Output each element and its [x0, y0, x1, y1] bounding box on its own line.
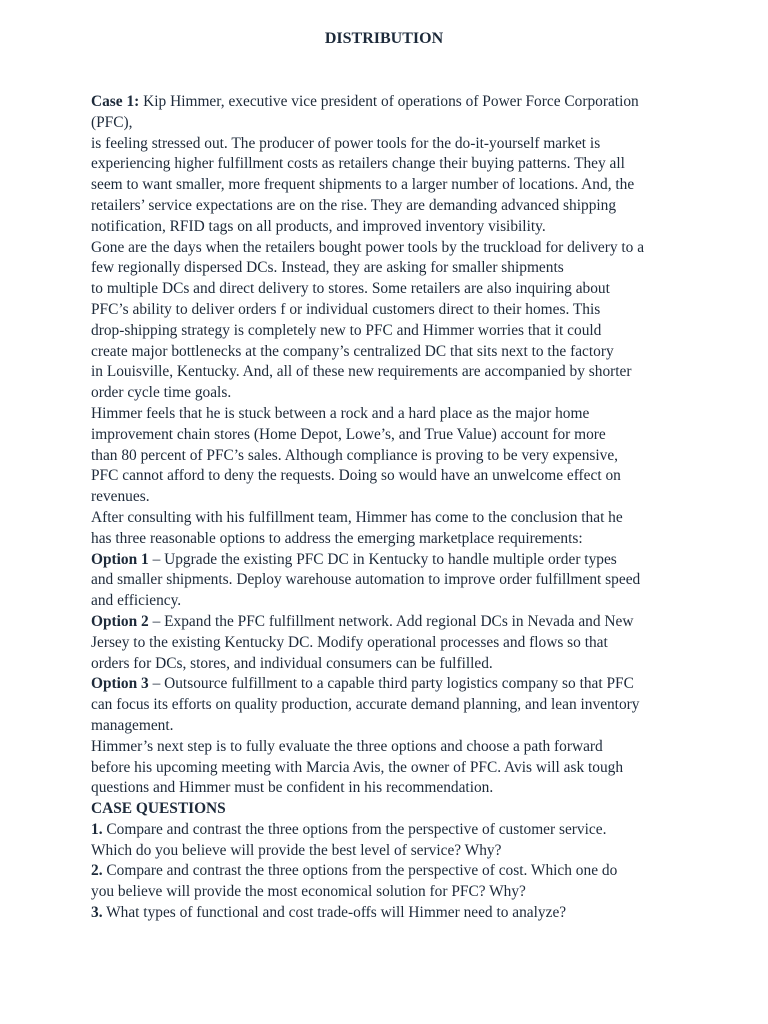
bold-lead: CASE QUESTIONS: [91, 800, 226, 818]
bold-lead: Case 1:: [91, 93, 140, 110]
text-line: [91, 279, 691, 300]
bold-lead: Option 1: [91, 550, 149, 568]
line-text: before his upcoming meeting with Marcia Avis, the owner of PFC. Avis will ask tough: [91, 758, 624, 776]
line-text: notification, RFID tags on all products, and improved inventory visibility.: [91, 217, 546, 235]
bold-lead: 1.: [91, 820, 103, 838]
line-text: – Outsource fulfillment to a capable third party logistics company so that PFC: [148, 675, 634, 693]
line-text: Compare and contrast the three options from the perspective of cost. Which one do: [102, 862, 618, 880]
line-text: PFC cannot afford to deny the requests. Doing so would have an unwelcome effect on: [91, 467, 621, 485]
line-text: Jersey to the existing Kentucky DC. Modify operational processes and flows so that: [91, 633, 608, 651]
text-line: [91, 113, 691, 134]
line-text: you believe will provide the most economical solution for PFC? Why?: [91, 883, 526, 901]
text-line: [91, 217, 691, 238]
text-line: [91, 841, 691, 862]
line-text: (PFC),: [91, 113, 133, 131]
text-line: [91, 695, 691, 716]
bold-lead: Option 2: [91, 612, 149, 630]
text-line: [91, 425, 691, 446]
line-text: Compare and contrast the three options from the perspective of customer service.: [102, 820, 607, 838]
line-text: improvement chain stores (Home Depot, Lowe’s, and True Value) account for more: [91, 425, 606, 443]
text-line: [91, 633, 691, 654]
text-line: [91, 758, 691, 779]
line-text: and smaller shipments. Deploy warehouse automation to improve order fulfillment speed: [91, 571, 641, 589]
text-line: [91, 612, 691, 633]
line-text: drop-shipping strategy is completely new to PFC and Himmer worries that it could: [91, 321, 602, 339]
line-text: in Louisville, Kentucky. And, all of these new requirements are accompanied by shorter: [91, 363, 632, 381]
text-line: [91, 92, 691, 113]
text-line: [91, 591, 691, 612]
text-line: [91, 321, 691, 342]
bold-lead: 3.: [91, 904, 103, 922]
text-line: [91, 258, 691, 279]
text-line: [91, 799, 691, 820]
line-text: is feeling stressed out. The producer of power tools for the do-it-yourself market is: [91, 134, 601, 152]
text-line: [91, 342, 691, 363]
line-text: to multiple DCs and direct delivery to stores. Some retailers are also inquiring about: [91, 280, 610, 298]
text-line: [91, 446, 691, 467]
line-text: create major bottlenecks at the company’s centralized DC that sits next to the factory: [91, 342, 614, 360]
text-line: [91, 383, 691, 404]
line-text: orders for DCs, stores, and individual consumers can be fulfilled.: [91, 654, 493, 672]
text-line: [91, 238, 691, 259]
line-text: management.: [91, 716, 174, 734]
text-line: [91, 737, 691, 758]
bold-lead: 2.: [91, 862, 103, 880]
text-line: [91, 508, 691, 529]
line-text: – Upgrade the existing PFC DC in Kentucky to handle multiple order types: [148, 550, 617, 568]
text-line: [91, 820, 691, 841]
line-text: After consulting with his fulfillment team, Himmer has come to the conclusion that he: [91, 508, 623, 526]
line-text: Kip Himmer, executive vice president of operations of Power Force Corporation: [139, 93, 639, 110]
text-line: [91, 716, 691, 737]
line-text: can focus its efforts on quality production, accurate demand planning, and lean inventory: [91, 696, 640, 714]
line-text: order cycle time goals.: [91, 384, 232, 402]
text-line: [91, 674, 691, 695]
document-title: DISTRIBUTION: [324, 30, 444, 47]
document-body: [91, 92, 691, 924]
line-text: experiencing higher fulfillment costs as retailers change their buying patterns. They all: [91, 155, 625, 173]
text-line: [91, 466, 691, 487]
line-text: has three reasonable options to address the emerging marketplace requirements:: [91, 529, 583, 547]
text-line: [91, 570, 691, 591]
line-text: and efficiency.: [91, 592, 182, 610]
text-line: [91, 404, 691, 425]
line-text: revenues.: [91, 488, 150, 506]
text-line: [91, 196, 691, 217]
text-line: [91, 487, 691, 508]
line-text: PFC’s ability to deliver orders f or individual customers direct to their homes. This: [91, 300, 601, 318]
line-text: seem to want smaller, more frequent shipments to a larger number of locations. And, the: [91, 176, 635, 194]
text-line: [91, 154, 691, 175]
line-text: retailers’ service expectations are on the rise. They are demanding advanced shipping: [91, 196, 617, 214]
bold-lead: Option 3: [91, 675, 149, 693]
line-text: What types of functional and cost trade-offs will Himmer need to analyze?: [102, 904, 567, 922]
line-text: few regionally dispersed DCs. Instead, they are asking for smaller shipments: [91, 259, 564, 277]
line-text: Himmer feels that he is stuck between a rock and a hard place as the major home: [91, 404, 590, 422]
text-line: [91, 903, 691, 924]
text-line: [91, 861, 691, 882]
text-line: [91, 175, 691, 196]
line-text: questions and Himmer must be confident in his recommendation.: [91, 779, 494, 797]
text-line: [91, 882, 691, 903]
text-line: [91, 654, 691, 675]
line-text: Which do you believe will provide the best level of service? Why?: [91, 841, 502, 859]
line-text: Gone are the days when the retailers bought power tools by the truckload for delivery to a: [91, 238, 645, 256]
line-text: – Expand the PFC fulfillment network. Add regional DCs in Nevada and New: [148, 612, 634, 630]
text-line: [91, 778, 691, 799]
text-line: [91, 529, 691, 550]
text-line: [91, 300, 691, 321]
line-text: Himmer’s next step is to fully evaluate the three options and choose a path forward: [91, 737, 603, 755]
line-text: than 80 percent of PFC’s sales. Although compliance is proving to be very expensive,: [91, 446, 619, 464]
text-line: [91, 134, 691, 155]
text-line: [91, 362, 691, 383]
text-line: [91, 550, 691, 571]
